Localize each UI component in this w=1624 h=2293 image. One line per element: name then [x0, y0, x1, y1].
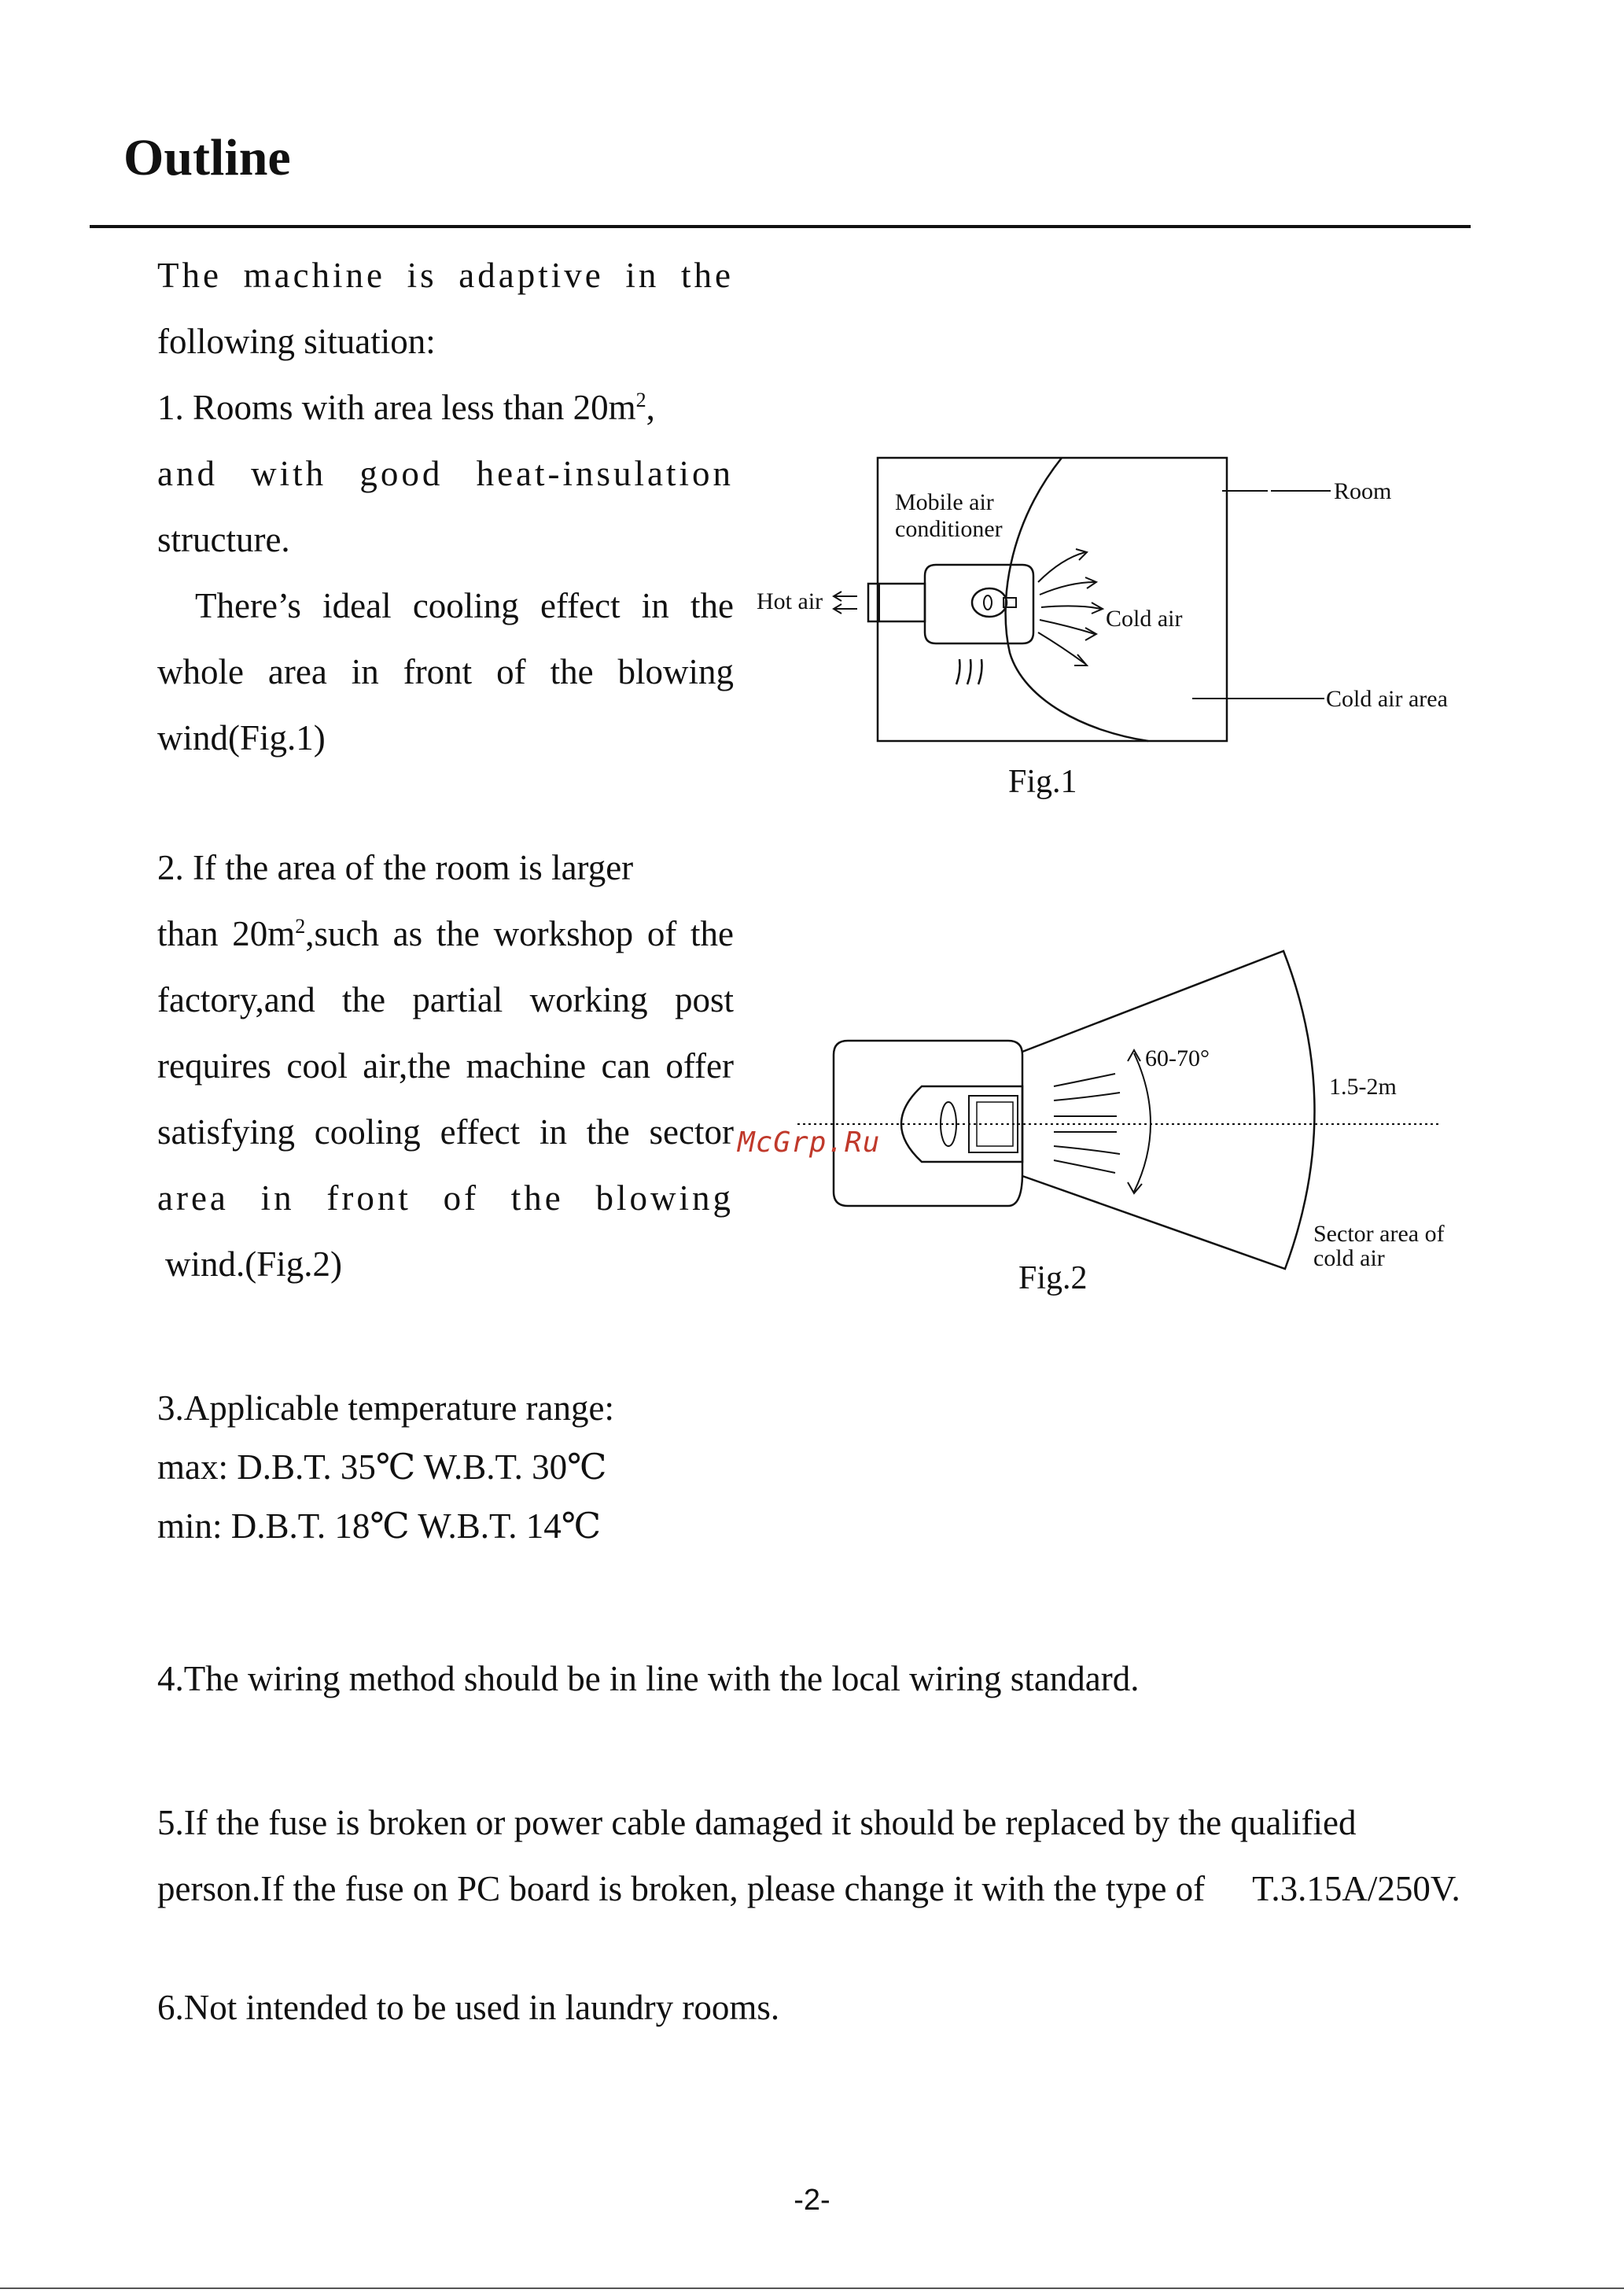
title-divider — [90, 225, 1471, 228]
fig1-heat-marks — [956, 659, 982, 684]
s1-line1 — [157, 374, 734, 441]
figure-1 — [739, 441, 1494, 810]
s3-line3: min: D.B.T. 18℃ W.B.T. 14℃ — [157, 1506, 602, 1546]
section-1 — [157, 242, 734, 771]
section-2 — [157, 835, 734, 1297]
s1-line1-end: , — [646, 388, 655, 427]
fig1-label-mobile-2: conditioner — [895, 516, 1003, 542]
s2-line2-a: than 20m — [157, 914, 296, 953]
fig2-caption: Fig.2 — [1018, 1260, 1088, 1296]
fig2-angle-arrow-top — [1128, 1050, 1140, 1061]
s5-line2-text: person.If the fuse on PC board is broken, please change it with the type of — [157, 1869, 1206, 1908]
s2-sup: 2 — [295, 915, 306, 938]
s5-line1: 5.If the fuse is broken or power cable damaged it should be replaced by the qualified — [157, 1803, 1357, 1842]
s1-line5: whole area in front of the blowing — [157, 652, 734, 691]
fig1-conditioner-body — [925, 565, 1033, 643]
section-4: 4.The wiring method should be in line with the local wiring standard. — [157, 1659, 1140, 1698]
page-bottom-edge — [0, 2287, 1624, 2289]
s1-intro-line2: following situation: — [157, 322, 436, 361]
s1-line2: and with good heat-insulation — [157, 454, 734, 493]
section-6: 6.Not intended to be used in laundry rooms. — [157, 1988, 780, 2027]
fig1-label-room: Room — [1334, 478, 1392, 504]
fig1-cold-area-arc — [1006, 458, 1148, 741]
fig2-sector-label-2: cold air — [1313, 1245, 1385, 1271]
s1-intro-line1: The machine is adaptive in the — [157, 256, 734, 295]
s2-line4: requires cool air,the machine can offer — [157, 1046, 734, 1086]
s1-line3: structure. — [157, 520, 290, 559]
fig2-distance-label: 1.5-2m — [1329, 1074, 1397, 1100]
s2-line3: factory,and the partial working post — [157, 980, 734, 1019]
watermark-text: McGrp.Ru — [738, 1126, 881, 1159]
fig2-machine-body — [834, 1041, 1022, 1206]
s2-line1: 2. If the area of the room is larger — [157, 848, 634, 887]
s5-fuse-type: T.3.15A/250V. — [1252, 1869, 1460, 1908]
s2-line5: satisfying cooling effect in the sector — [157, 1112, 734, 1152]
section-3 — [157, 1379, 614, 1556]
fig1-cold-air-arrows — [1038, 549, 1103, 665]
fig2-angle-arc — [1134, 1053, 1151, 1192]
fig1-label-cold-area: Cold air area — [1326, 686, 1448, 712]
figure-2 — [794, 940, 1486, 1286]
s1-sup: 2 — [635, 389, 646, 411]
fig2-sector — [1022, 951, 1315, 1269]
fig1-hot-air-arrows — [834, 592, 857, 614]
s3-line1: 3.Applicable temperature range: — [157, 1388, 614, 1428]
fig1-outlet-knob — [984, 595, 992, 610]
s2-line7: wind.(Fig.2) — [165, 1244, 342, 1284]
fig2-sector-label-1: Sector area of — [1313, 1221, 1445, 1247]
s5-line2 — [157, 1856, 1460, 1922]
s2-line2 — [157, 901, 734, 967]
section-5 — [157, 1790, 1460, 1922]
page-title: Outline — [123, 129, 291, 186]
s1-line6: wind(Fig.1) — [157, 718, 326, 758]
fig1-conditioner-outlet — [972, 588, 1007, 617]
fig2-angle-label: 60-70° — [1145, 1045, 1210, 1071]
s1-line1-text: 1. Rooms with area less than 20m — [157, 388, 636, 427]
s1-line4: There’s ideal cooling effect in the — [195, 586, 734, 625]
fig1-label-hot-air: Hot air — [757, 588, 823, 614]
page-number: -2- — [794, 2184, 830, 2217]
s2-line6: area in front of the blowing — [157, 1178, 734, 1218]
fig2-angle-arrow-bottom — [1128, 1182, 1142, 1193]
s3-line2: max: D.B.T. 35℃ W.B.T. 30℃ — [157, 1447, 607, 1487]
s2-line2-b: ,such as the workshop of the — [305, 914, 735, 953]
fig1-label-cold-air: Cold air — [1106, 606, 1183, 632]
fig1-label-mobile-1: Mobile air — [895, 489, 994, 515]
fig1-caption: Fig.1 — [1008, 764, 1077, 800]
